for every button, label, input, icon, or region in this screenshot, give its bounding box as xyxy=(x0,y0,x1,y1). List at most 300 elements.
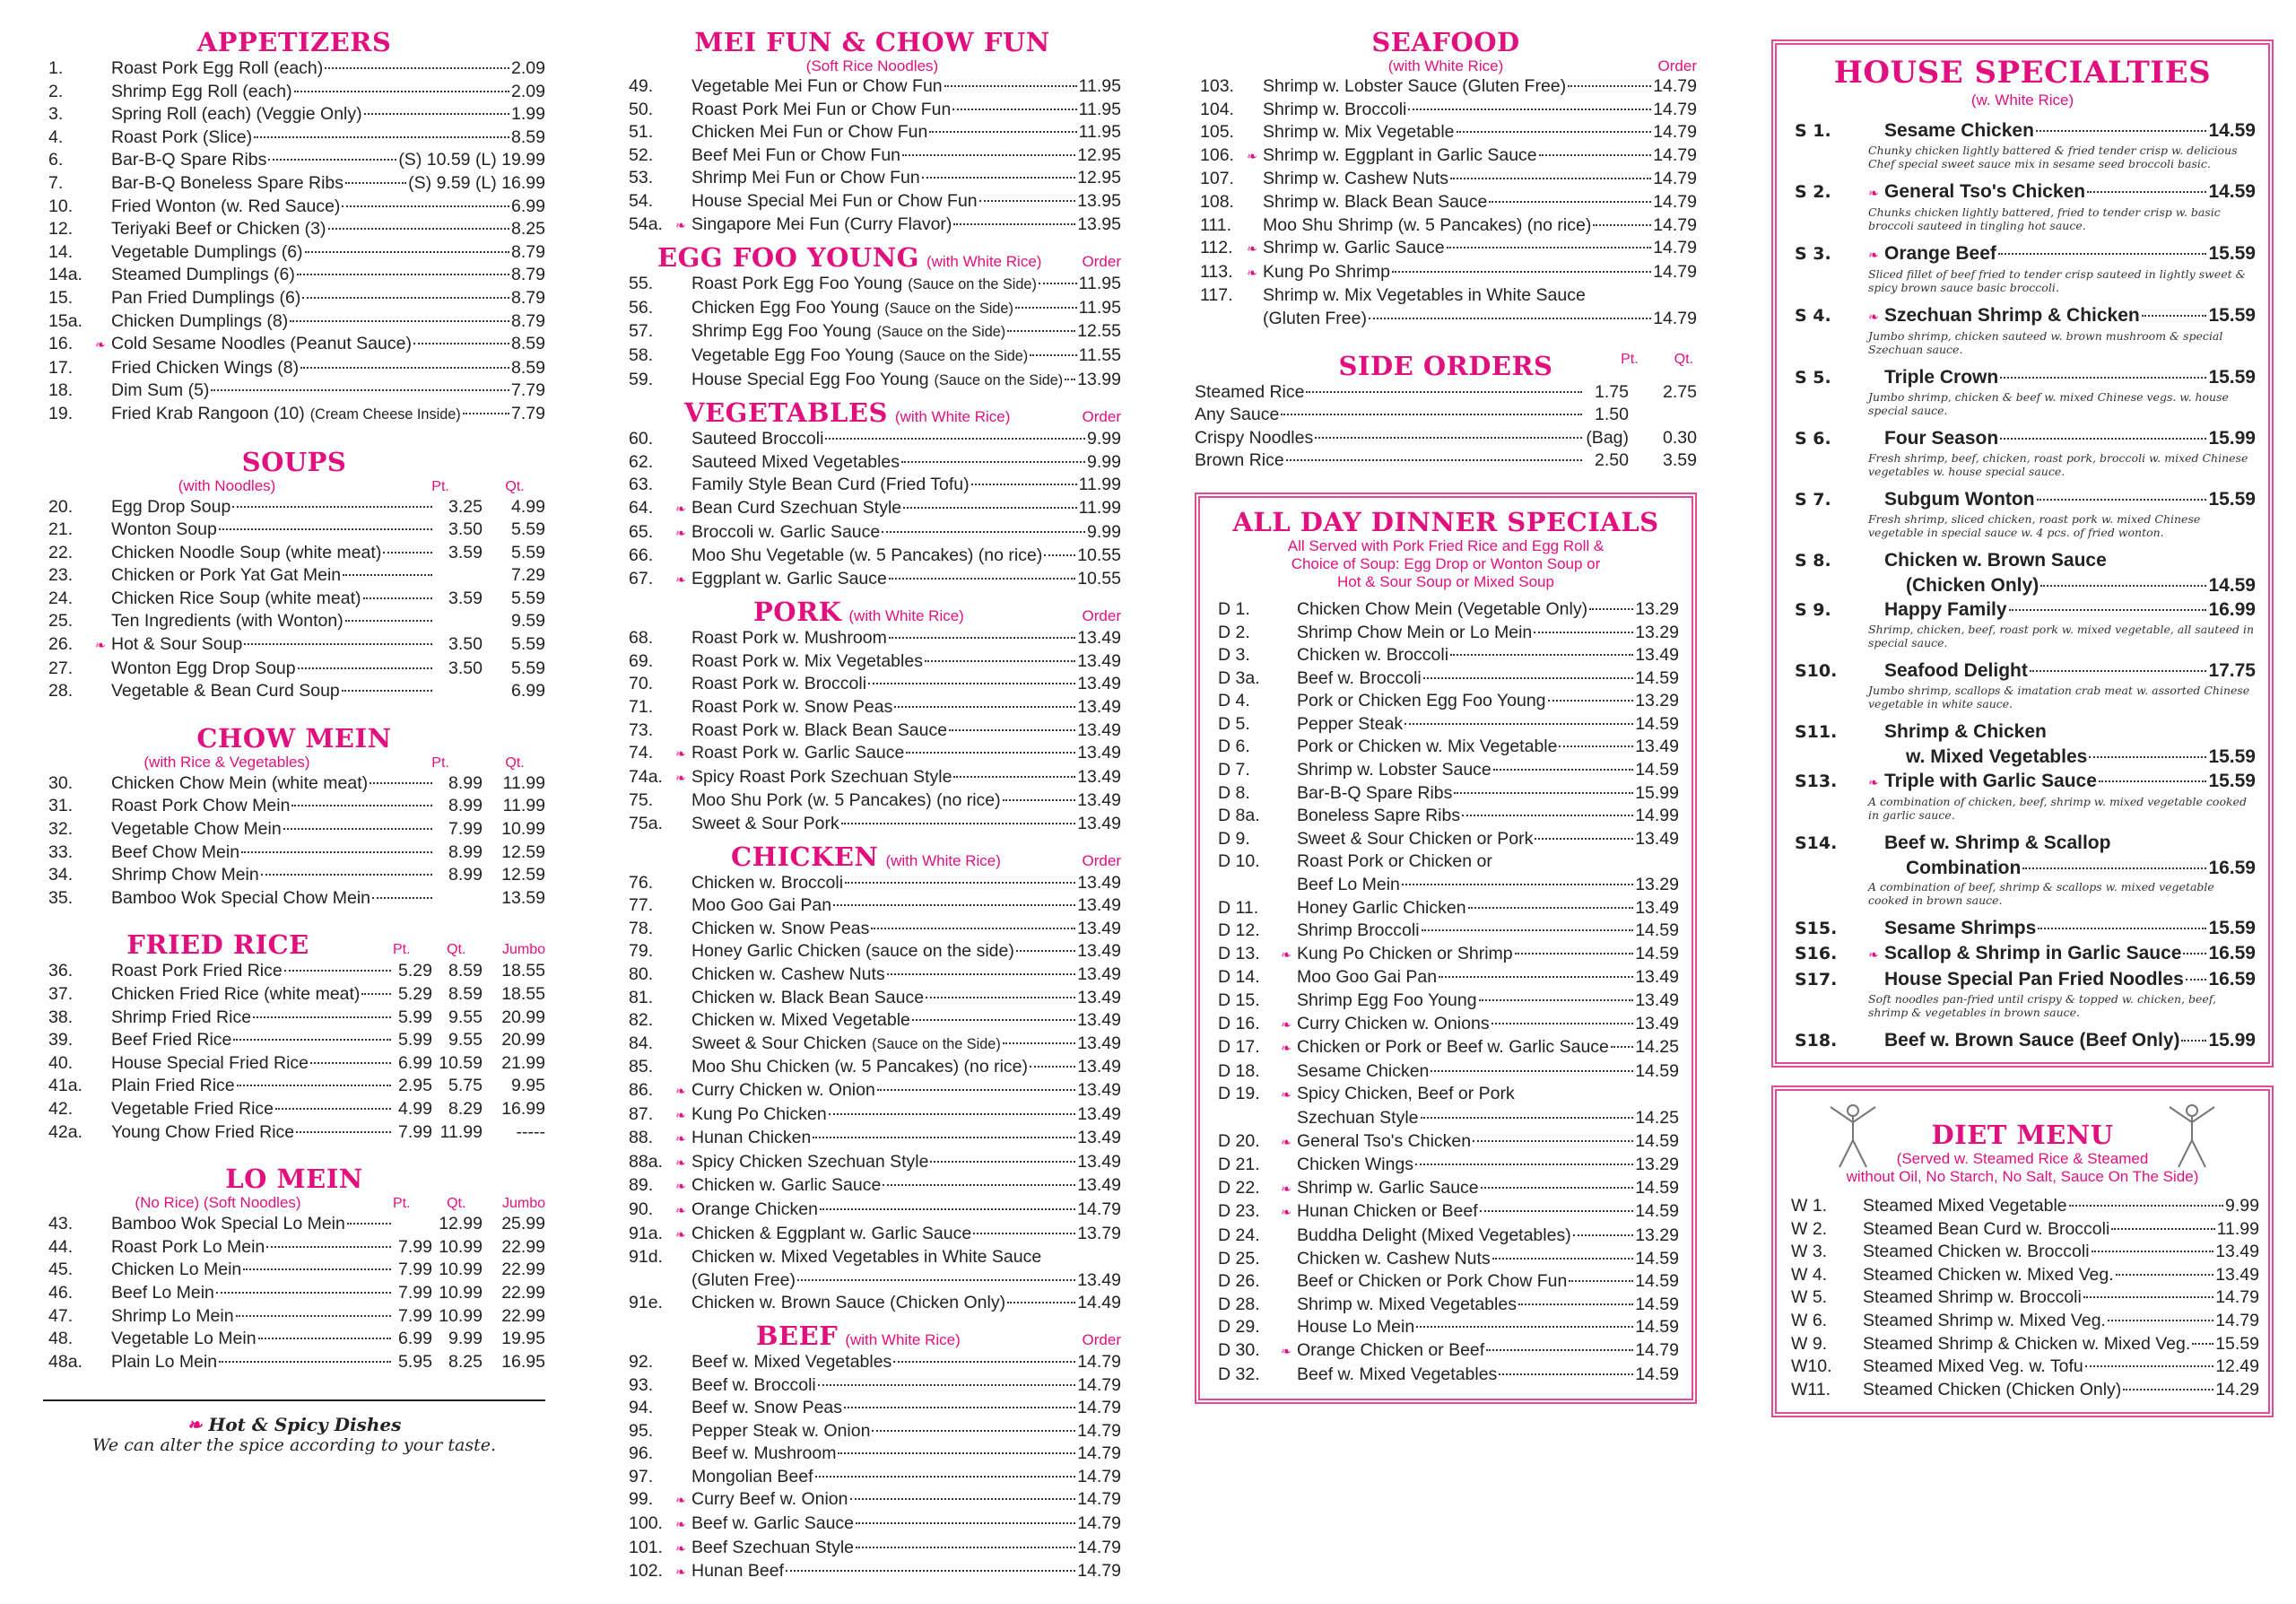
menu-item xyxy=(623,1009,1121,1033)
price-qt: 10.99 xyxy=(439,1260,483,1280)
menu-item xyxy=(623,568,1121,592)
menu-item xyxy=(1789,967,2256,992)
item-price: 14.59 xyxy=(1635,1271,1679,1292)
item-price: 14.59 xyxy=(1635,1294,1679,1314)
dot-leader xyxy=(1421,1117,1634,1119)
price-pt: 2.95 xyxy=(398,1076,432,1096)
item-number: 84. xyxy=(629,1033,654,1053)
menu-item xyxy=(1786,1379,2259,1402)
price-qt: 10.59 xyxy=(439,1052,483,1073)
dot-leader xyxy=(283,828,432,830)
item-number: D 1. xyxy=(1218,598,1250,619)
item-number: 17. xyxy=(48,357,74,378)
item-name: Vegetable Egg Foo Young xyxy=(691,344,894,365)
item-name: Vegetable Chow Mein xyxy=(111,819,282,840)
menu-item xyxy=(1213,828,1679,851)
dot-leader xyxy=(1569,1280,1633,1282)
item-name: Sauteed Broccoli xyxy=(691,429,824,449)
section-title: EGG FOO YOUNG xyxy=(657,242,919,274)
dot-leader xyxy=(1489,201,1651,203)
price-jumbo: 19.95 xyxy=(501,1329,545,1349)
section-subtitle: (with Noodles) xyxy=(178,476,276,494)
dot-leader xyxy=(2111,1228,2214,1230)
item-price: 16.59 xyxy=(2208,943,2256,963)
egg-foo-young-section xyxy=(623,242,1121,392)
item-price: 9.99 xyxy=(1087,451,1121,472)
col-header: Order xyxy=(1082,1330,1121,1348)
item-name: Roast Pork Egg Foo Young xyxy=(691,274,903,294)
price-pt: 1.75 xyxy=(1595,381,1629,402)
appetizers-section xyxy=(43,27,545,427)
menu-item xyxy=(623,1199,1121,1223)
item-name: Orange Chicken xyxy=(691,1199,818,1219)
item-price: 13.49 xyxy=(1077,1151,1121,1172)
item-number: W 3. xyxy=(1791,1242,1828,1262)
item-name: Beef w. Brown Sauce (Beef Only) xyxy=(1884,1030,2180,1050)
item-price: 14.59 xyxy=(1635,760,1679,780)
item-price: 9.99 xyxy=(2225,1196,2259,1216)
item-price: 16.59 xyxy=(2208,858,2256,878)
item-price: 14.79 xyxy=(1653,144,1697,165)
item-number: 59. xyxy=(629,369,654,389)
item-name: Roast Pork w. Snow Peas xyxy=(691,697,893,718)
item-name: Sesame Shrimps xyxy=(1884,918,2037,938)
item-price: 13.49 xyxy=(1635,828,1679,849)
menu-item xyxy=(623,1223,1121,1247)
item-description: Fresh shrimp, beef, chicken, roast pork, broccoli w. mixed Chinese vegetables w. house special sauce. xyxy=(1868,451,2248,478)
item-price: 15.99 xyxy=(2208,1030,2256,1050)
price-jumbo: 16.99 xyxy=(501,1098,545,1119)
item-name: Chicken w. Broccoli xyxy=(691,872,844,893)
dot-leader xyxy=(2092,1251,2214,1252)
menu-item xyxy=(1786,1218,2259,1242)
item-price: 12.55 xyxy=(1077,321,1121,342)
menu-item xyxy=(1195,75,1697,99)
dot-leader xyxy=(820,1208,1075,1210)
menu-item xyxy=(1213,1130,1679,1155)
item-price: 14.79 xyxy=(1077,1537,1121,1557)
pepper-icon: ❧ xyxy=(675,1179,686,1194)
menu-item xyxy=(623,1560,1121,1584)
item-name: Steamed Shrimp w. Mixed Veg. xyxy=(1863,1310,2106,1330)
item-name: Scallop & Shrimp in Garlic Sauce xyxy=(1884,943,2182,963)
item-name: Beef w. Mushroom xyxy=(691,1443,837,1464)
menu-item xyxy=(623,627,1121,650)
dot-leader xyxy=(953,776,1075,778)
item-price: 13.49 xyxy=(1077,1057,1121,1077)
dot-leader xyxy=(1447,247,1652,248)
item-name: Beef w. Mixed Vegetables xyxy=(1297,1364,1498,1384)
item-name: Shrimp w. Lobster Sauce xyxy=(1297,760,1492,780)
item-price: 13.29 xyxy=(1635,691,1679,711)
dot-leader xyxy=(1286,459,1582,461)
item-price: 13.49 xyxy=(1077,1079,1121,1100)
menu-item xyxy=(43,218,545,241)
dot-leader xyxy=(1422,929,1634,931)
price-qt: 10.99 xyxy=(439,1236,483,1257)
pepper-icon: ❧ xyxy=(675,525,686,540)
pepper-icon: ❧ xyxy=(675,1202,686,1217)
item-name: Triple Crown xyxy=(1884,367,1999,388)
item-price: 13.49 xyxy=(1077,918,1121,938)
price-qt: 9.59 xyxy=(511,611,545,632)
section-subtitle: without Oil, No Starch, No Salt, Sauce On The Side) xyxy=(1846,1168,2199,1185)
item-number: 33. xyxy=(48,841,74,862)
item-number: 56. xyxy=(629,297,654,318)
dot-leader xyxy=(305,251,510,253)
item-number: D 21. xyxy=(1218,1155,1260,1175)
dot-leader xyxy=(1423,677,1633,679)
dot-leader xyxy=(219,1361,391,1363)
item-price: 13.29 xyxy=(1635,622,1679,642)
item-number: 95. xyxy=(629,1420,654,1441)
menu-item xyxy=(1195,427,1697,450)
item-name: Shrimp Fried Rice xyxy=(111,1007,252,1027)
menu-item xyxy=(43,633,545,658)
item-name-2: Beef Lo Mein xyxy=(1297,875,1400,895)
item-number: 86. xyxy=(629,1079,654,1100)
menu-item xyxy=(43,960,545,983)
item-name-2: (Gluten Free) xyxy=(691,1269,796,1290)
item-name-2: Szechuan Style xyxy=(1297,1107,1419,1128)
menu-item xyxy=(623,1033,1121,1057)
menu-item xyxy=(43,149,545,172)
item-number: D 12. xyxy=(1218,920,1260,941)
dot-leader xyxy=(926,997,1075,998)
item-name: Chicken Noodle Soup (white meat) xyxy=(111,542,382,562)
item-price: 15.59 xyxy=(2208,746,2256,767)
item-name: Pork or Chicken w. Mix Vegetable xyxy=(1297,737,1558,757)
dot-leader xyxy=(463,413,509,414)
item-price: 14.59 xyxy=(1635,1248,1679,1268)
menu-item xyxy=(623,963,1121,987)
section-title: HOUSE SPECIALTIES xyxy=(1833,55,2212,91)
item-number: D 15. xyxy=(1218,990,1260,1010)
menu-item xyxy=(1789,365,2256,390)
item-price: 13.29 xyxy=(1635,1155,1679,1175)
section-subtitle: (with White Rice) xyxy=(885,851,1001,869)
item-name: Shrimp Chow Mein or Lo Mein xyxy=(1297,622,1533,642)
col-header: Qt. xyxy=(1674,351,1693,367)
dancer-icon xyxy=(1822,1100,1884,1172)
item-price: 2.09 xyxy=(511,58,545,78)
item-name: Beef or Chicken or Pork Chow Fun xyxy=(1297,1271,1568,1292)
item-price: 15.59 xyxy=(2215,1333,2259,1354)
dot-leader xyxy=(2186,979,2207,981)
item-name: Vegetable & Bean Curd Soup xyxy=(111,681,340,702)
pepper-icon: ❧ xyxy=(1868,775,1879,789)
menu-item xyxy=(1786,1356,2259,1379)
menu-item-cont xyxy=(1789,745,2256,769)
pepper-icon: ❧ xyxy=(1281,946,1292,962)
menu-item xyxy=(1213,644,1679,667)
menu-item xyxy=(1789,548,2256,573)
item-name: Chicken w. Garlic Sauce xyxy=(691,1175,882,1196)
item-number: 42a. xyxy=(48,1121,83,1142)
pepper-icon: ❧ xyxy=(1868,186,1879,200)
item-name: Steamed Dumplings (6) xyxy=(111,265,295,285)
menu-item xyxy=(1789,303,2256,329)
dot-leader xyxy=(372,897,432,899)
item-number: 22. xyxy=(48,542,74,562)
item-price: 12.95 xyxy=(1077,144,1121,165)
item-name: Beef Chow Mein xyxy=(111,841,240,862)
dot-leader xyxy=(347,1223,391,1225)
item-price: 14.79 xyxy=(1077,1398,1121,1418)
menu-item xyxy=(1213,805,1679,828)
price-qt: 5.75 xyxy=(448,1076,483,1096)
menu-item xyxy=(623,1488,1121,1512)
item-number: 105. xyxy=(1200,122,1234,143)
item-number: 3. xyxy=(48,104,64,125)
item-price: 14.79 xyxy=(2215,1310,2259,1330)
item-price: 14.79 xyxy=(1077,1351,1121,1372)
item-price: 6.99 xyxy=(511,196,545,216)
dot-leader xyxy=(1431,1070,1633,1072)
item-price: 15.59 xyxy=(2208,489,2256,510)
menu-item xyxy=(1789,941,2256,967)
price-qt: 5.59 xyxy=(511,634,545,655)
item-name: Moo Shu Shrimp (w. 5 Pancakes) (no rice) xyxy=(1263,214,1592,235)
item-number: W 9. xyxy=(1791,1333,1828,1354)
item-number: S 8. xyxy=(1795,551,1831,571)
pepper-icon: ❧ xyxy=(675,1517,686,1532)
item-price: 8.25 xyxy=(511,219,545,240)
item-price: 14.79 xyxy=(1077,1466,1121,1486)
item-number: W 6. xyxy=(1791,1310,1828,1330)
item-price: 14.79 xyxy=(1653,214,1697,235)
item-note: (Sauce on the Side) xyxy=(899,347,1029,364)
item-name: Chicken or Pork or Beef w. Garlic Sauce xyxy=(1297,1037,1609,1058)
item-name: Plain Lo Mein xyxy=(111,1351,218,1372)
dot-leader xyxy=(829,1113,1076,1115)
item-price: 13.49 xyxy=(1077,895,1121,916)
dot-leader xyxy=(328,228,510,230)
item-number: 92. xyxy=(629,1351,654,1372)
menu-item xyxy=(1213,690,1679,713)
menu-item xyxy=(623,1292,1121,1315)
item-name: Roast Pork Fried Rice xyxy=(111,961,283,981)
item-name: Plain Fried Rice xyxy=(111,1076,235,1096)
dot-leader xyxy=(1534,632,1633,633)
dot-leader xyxy=(893,1361,1075,1363)
price-jumbo: 20.99 xyxy=(501,1007,545,1027)
item-description: Chunky chicken lightly battered & fried tender crisp w. delicious Chef special sweet sauce mix in sesame seed broccoli basic. xyxy=(1868,144,2238,170)
item-name: Family Style Bean Curd (Fried Tofu) xyxy=(691,475,970,495)
menu-item xyxy=(43,887,545,911)
item-note: (Sauce on the Side) xyxy=(934,371,1064,388)
price-qt: 10.99 xyxy=(439,1282,483,1303)
item-number: 77. xyxy=(629,895,654,916)
item-name: Shrimp w. Mix Vegetable xyxy=(1263,122,1455,143)
menu-item xyxy=(1213,1248,1679,1271)
dot-leader xyxy=(1065,379,1075,380)
beef-section xyxy=(623,1321,1121,1584)
item-number: D 25. xyxy=(1218,1248,1260,1268)
item-name: Chicken Dumplings (8) xyxy=(111,310,289,331)
item-name: Shrimp Chow Mein xyxy=(111,865,259,885)
menu-item xyxy=(623,696,1121,719)
item-name: Brown Rice xyxy=(1195,450,1284,471)
item-name: Roast Pork (Slice) xyxy=(111,126,253,147)
menu-item xyxy=(1195,99,1697,122)
item-number: 106. xyxy=(1200,144,1234,165)
price-pt: 7.99 xyxy=(398,1282,432,1303)
menu-column-1 xyxy=(43,27,545,1393)
item-price: 13.49 xyxy=(1077,650,1121,671)
menu-item xyxy=(1789,597,2256,623)
menu-item xyxy=(623,1443,1121,1466)
item-number: 32. xyxy=(48,819,74,840)
item-name: Shrimp Egg Foo Young xyxy=(691,321,872,342)
item-number: 85. xyxy=(629,1057,654,1077)
dot-leader xyxy=(243,1268,391,1270)
dot-leader xyxy=(845,882,1075,884)
item-name: Roast Pork w. Mushroom xyxy=(691,628,887,649)
item-number: 88a. xyxy=(629,1151,663,1172)
menu-item xyxy=(623,144,1121,168)
item-name: Sweet & Sour Pork xyxy=(691,814,839,834)
menu-item xyxy=(623,1079,1121,1103)
dot-leader xyxy=(833,904,1075,906)
pepper-icon: ❧ xyxy=(675,571,686,587)
item-name: Pork or Chicken Egg Foo Young xyxy=(1297,691,1546,711)
item-note: (Cream Cheese Inside) xyxy=(309,405,461,423)
item-number: 53. xyxy=(629,168,654,188)
pepper-icon: ❧ xyxy=(675,1131,686,1146)
item-number: S14. xyxy=(1795,833,1838,853)
menu-item xyxy=(43,1098,545,1121)
dot-leader xyxy=(1611,1046,1633,1048)
item-name: Honey Garlic Chicken (sauce on the side) xyxy=(691,941,1014,962)
item-price: 11.55 xyxy=(1078,344,1121,365)
menu-item xyxy=(623,719,1121,743)
menu-column-3 xyxy=(1195,27,1697,1404)
col-header: Qt. xyxy=(447,1196,466,1212)
menu-item xyxy=(623,190,1121,214)
item-number: 91d. xyxy=(629,1247,663,1268)
item-name: Steamed Chicken (Chicken Only) xyxy=(1863,1379,2122,1399)
item-name: Hunan Beef xyxy=(691,1561,784,1582)
price-pt: 6.99 xyxy=(398,1329,432,1349)
dot-leader xyxy=(825,438,1085,440)
item-price: 8.79 xyxy=(511,265,545,285)
item-price: 13.49 xyxy=(1077,1128,1121,1148)
item-name: Chicken Lo Mein xyxy=(111,1260,242,1280)
dot-leader xyxy=(343,574,432,576)
house-specialties-box xyxy=(1771,39,2274,1068)
item-name: Beef w. Broccoli xyxy=(691,1374,816,1395)
menu-item xyxy=(1195,404,1697,427)
price-qt: 9.55 xyxy=(448,1030,483,1050)
menu-item xyxy=(623,1103,1121,1128)
menu-item xyxy=(623,894,1121,918)
menu-item xyxy=(623,1246,1121,1269)
price-pt: 8.99 xyxy=(448,772,483,793)
menu-item xyxy=(43,403,545,427)
item-name-2: Combination xyxy=(1906,858,2022,878)
dot-leader xyxy=(2181,1040,2206,1042)
item-name: Moo Shu Vegetable (w. 5 Pancakes) (no rice) xyxy=(691,545,1043,566)
section-subtitle: (with White Rice) xyxy=(848,607,964,625)
menu-item xyxy=(43,1259,545,1282)
dot-leader xyxy=(241,851,432,853)
item-name: Seafood Delight xyxy=(1884,660,2028,681)
section-subtitle: Hot & Sour Soup or Mixed Soup xyxy=(1337,572,1554,590)
item-description: Shrimp, chicken, beef, roast pork w. mixed vegetable, all sauteed in special sauce. xyxy=(1868,623,2255,649)
dot-leader xyxy=(2000,438,2206,440)
menu-item xyxy=(1789,118,2256,144)
dot-leader xyxy=(856,1547,1075,1548)
item-name: Orange Beef xyxy=(1884,243,1996,264)
item-number: 37. xyxy=(48,984,74,1004)
item-price: 14.29 xyxy=(2215,1379,2259,1399)
item-number: 7. xyxy=(48,172,64,193)
item-price: 12.95 xyxy=(1077,168,1121,188)
item-price: 14.79 xyxy=(1077,1513,1121,1534)
pepper-icon: ❧ xyxy=(95,638,106,653)
pepper-icon: ❧ xyxy=(675,1083,686,1098)
item-name: Roast Pork or Chicken or xyxy=(1297,851,1492,872)
item-price: 13.49 xyxy=(1635,897,1679,918)
item-name: Sauteed Mixed Vegetables xyxy=(691,451,900,472)
chicken-section xyxy=(623,841,1121,1315)
item-number: 104. xyxy=(1200,99,1234,119)
menu-item xyxy=(43,1351,545,1374)
item-name: General Tso's Chicken xyxy=(1297,1130,1472,1151)
item-name: Beef w. Mixed Vegetables xyxy=(691,1351,892,1372)
item-number: 58. xyxy=(629,344,654,365)
item-price: 14.25 xyxy=(1635,1037,1679,1058)
item-price: 14.59 xyxy=(1635,920,1679,941)
item-name: Chicken w. Broccoli xyxy=(1297,645,1449,666)
menu-item xyxy=(623,1151,1121,1175)
menu-item xyxy=(43,264,545,287)
section-title: DIET MENU xyxy=(1931,1120,2114,1150)
item-number: 89. xyxy=(629,1175,654,1196)
item-price: 11.95 xyxy=(1078,99,1121,119)
item-price: 13.49 xyxy=(1077,941,1121,962)
menu-item xyxy=(1213,713,1679,737)
price-pt: 8.99 xyxy=(448,796,483,816)
item-name: Triple with Garlic Sauce xyxy=(1884,771,2097,791)
dot-leader xyxy=(211,389,509,391)
item-number: 51. xyxy=(629,122,654,143)
item-name: Spring Roll (each) (Veggie Only) xyxy=(111,104,362,125)
price-pt: 8.99 xyxy=(448,865,483,885)
item-number: W 1. xyxy=(1791,1196,1828,1216)
item-price: 11.95 xyxy=(1078,122,1121,143)
dot-leader xyxy=(1405,723,1633,725)
item-price: 15.59 xyxy=(2208,918,2256,938)
dot-leader xyxy=(1492,1258,1634,1260)
menu-item xyxy=(1213,598,1679,622)
price-qt: 8.25 xyxy=(448,1351,483,1372)
item-price: 13.49 xyxy=(1077,872,1121,893)
item-price: 9.99 xyxy=(1087,521,1121,542)
pepper-icon: ❧ xyxy=(675,770,686,785)
col-header: Qt. xyxy=(447,942,466,958)
item-number: 12. xyxy=(48,219,74,240)
menu-item xyxy=(1195,261,1697,285)
item-name: Curry Chicken w. Onions xyxy=(1297,1013,1490,1033)
item-description: A combination of chicken, beef, shrimp w. mixed vegetable cooked in garlic sauce. xyxy=(1868,795,2247,822)
item-price: 14.49 xyxy=(1077,1293,1121,1313)
item-number: S 1. xyxy=(1795,121,1831,141)
item-name: Crispy Noodles xyxy=(1195,427,1314,448)
item-number: 75. xyxy=(629,790,654,811)
price-pt: 5.99 xyxy=(398,1030,432,1050)
